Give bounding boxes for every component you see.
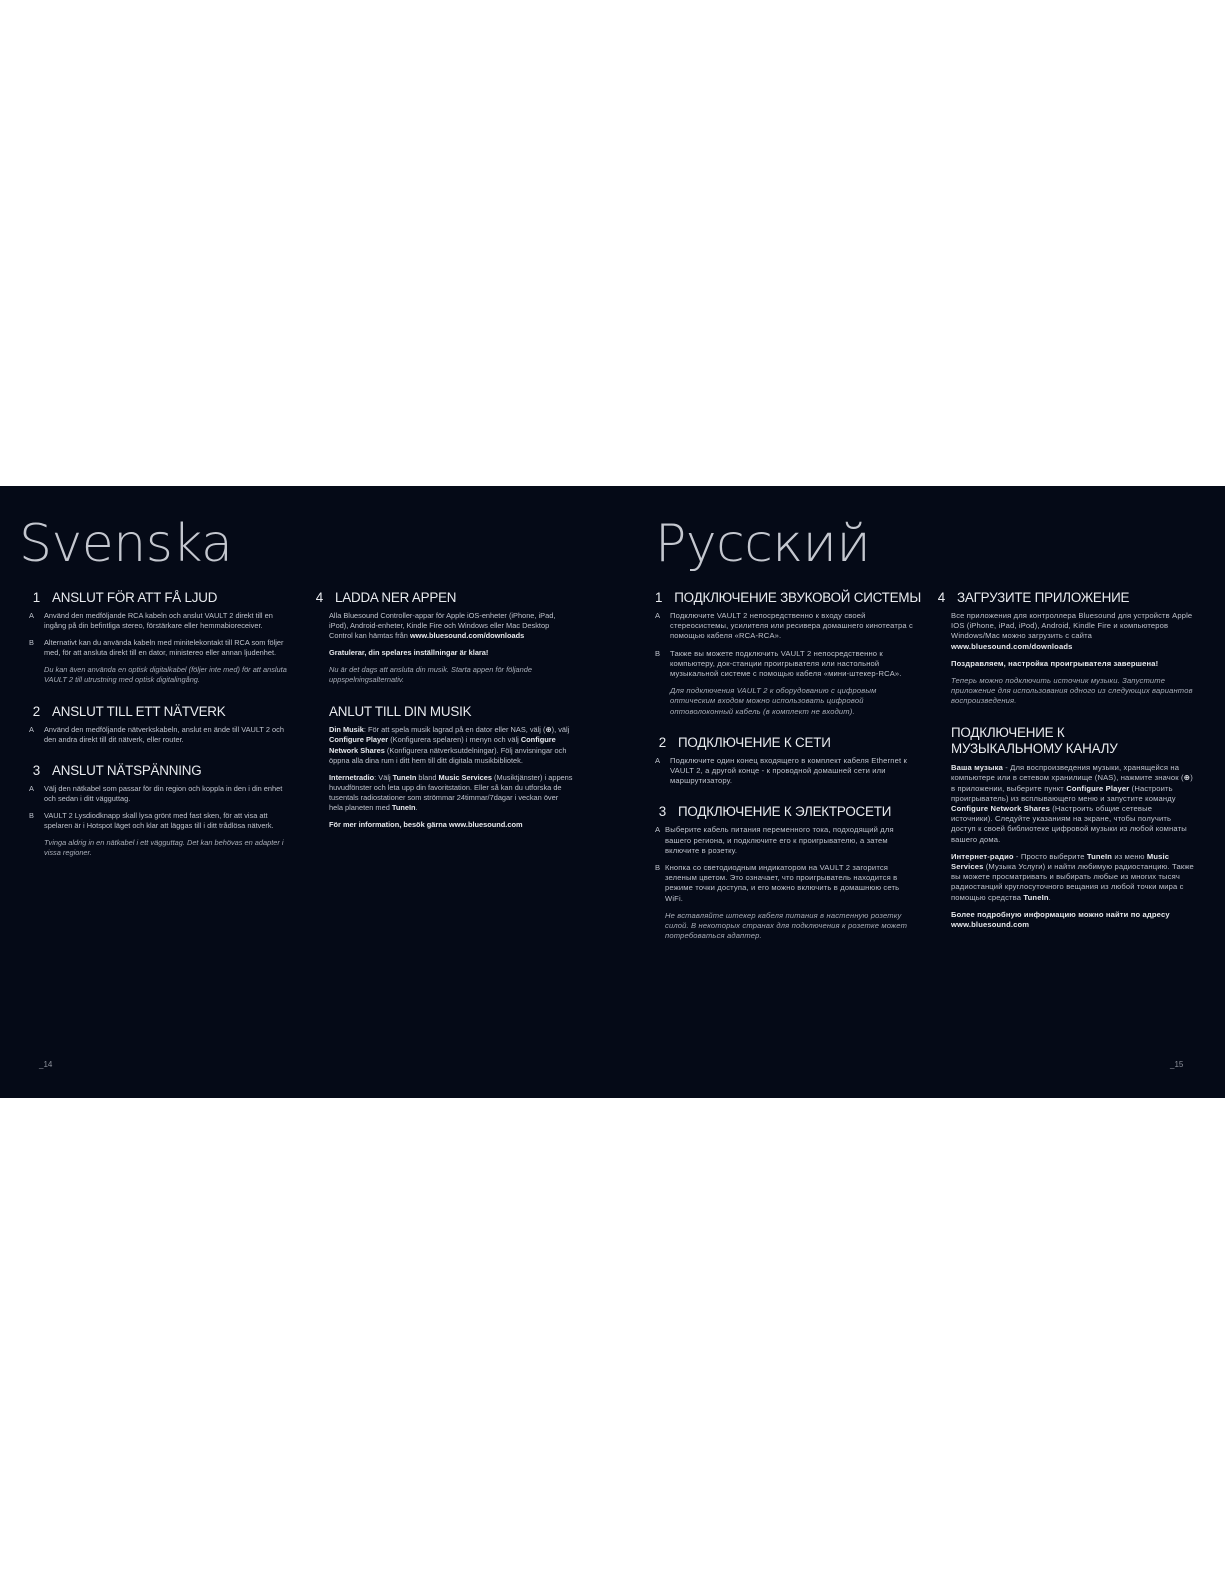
step-label: A [29,783,34,793]
add-source-icon: ⊕ [545,725,552,735]
page-title-russian: Русский [655,514,871,574]
para-text: из меню [1112,851,1147,861]
section-number: 3 [32,762,40,778]
downloads-link[interactable]: www.bluesound.com/downloads [409,631,525,641]
more-info-text: Более подробную информацию можно найти по адресу www.bluesound.com [951,909,1170,929]
section-sv-connect-network [29,704,295,745]
step-b [655,863,919,904]
para-text: (Музыка Услуги) и найти любимую радиостанцию. Также вы можете просматривать и выбирать любые из многих тысяч радиостанций круглосуточного вещания из любой точки мира с помощью средства [951,861,1194,902]
step-a [655,611,919,642]
bold-term: TuneIn [1023,892,1049,902]
music-heading: ANLUT TILL DIN MUSIK [329,703,472,719]
step-text: Подключите VAULT 2 непосредственно к входу своей стереосистемы, усилителя или ресивера домашнего кинотеатра с помощью кабеля «RCA-RCA». [670,611,913,641]
bold-term: Internetradio [329,772,375,782]
step-text: Кнопка со светодиодным индикатором на VAULT 2 загорится зеленым цветом. Это означает, что проигрыватель находится в режиме точки доступа, и его можно включить в домашнюю сеть WiFi. [665,863,900,903]
congrats-text: Gratulerar, din spelares inställningar är klara! [329,648,489,658]
section-heading [655,735,919,750]
para-text: (Настроить проигрыватель) из всплывающего меню и запустите команду [951,783,1176,803]
step-a [29,611,295,631]
section-heading [29,763,295,778]
step-text: VAULT 2 Lysdiodknapp skall lysa grönt med fast sken, för att visa att spelaren är i Hotspot läget och klar att läggas till i ditt trådlösa nätverk. [44,810,274,831]
section-ru-connect-network [655,735,919,787]
para-text: (Konfigurera spelaren) i menyn och välj [388,735,521,745]
section-number: 2 [658,734,666,750]
music-heading: ПОДКЛЮЧЕНИЕ К МУЗЫКАЛЬНОМУ КАНАЛУ [951,724,1118,757]
para-text: ), välj [551,725,570,735]
section-number: 3 [658,804,666,820]
section-body [329,611,574,830]
section-sv-download-app [312,590,574,830]
step-b [29,811,295,831]
page-number-right: _15 [1170,1060,1184,1069]
downloads-link[interactable]: www.bluesound.com/downloads [951,641,1073,651]
step-label: A [655,825,661,835]
more-info-text: För mer information, besök gärna www.bluesound.com [329,820,523,830]
step-label: A [655,611,661,620]
bold-term: Configure Network Shares [951,803,1050,813]
bold-term: Music Services [438,772,492,782]
para-text: (Настроить общие сетевые источники). Следуйте указаниям на экране, чтобы получить доступ к своей библиотеке цифровой музыки из любой комнаты вашего дома. [951,803,1187,844]
section-body [951,611,1196,930]
bold-term: Din Musik [329,725,364,735]
column-sv-1 [29,590,295,870]
column-sv-2 [312,590,574,842]
congrats-text: Поздравляем, настройка проигрывателя завершена! [951,658,1159,668]
step-note: Не вставляйте штекер кабеля питания в настенную розетку силой. В некоторых странах для подключения к розетке может потребоваться адаптер. [665,910,908,941]
bold-term: Configure Network Shares [329,735,556,755]
internet-radio-paragraph [951,852,1196,903]
step-a [655,825,919,856]
section-heading [934,590,1196,605]
section-heading [655,590,919,605]
step-note: Tvinga aldrig in en nätkabel i ett vägguttag. Det kan behövas en adapter i vissa regioner. [44,838,284,858]
section-title: ЗАГРУЗИТЕ ПРИЛОЖЕНИЕ [957,590,1130,605]
app-paragraph [951,611,1196,652]
step-label: A [29,611,34,620]
bold-term: Configure Player [329,735,389,745]
section-title: ПОДКЛЮЧЕНИЕ К ЭЛЕКТРОСЕТИ [678,804,892,820]
step-text: Подключите один конец входящего в комплект кабеля Ethernet к VAULT 2, а другой конце - к проводной домашней сети или маршрутизатору. [670,755,907,786]
section-number: 1 [655,590,663,605]
section-title: ПОДКЛЮЧЕНИЕ К СЕТИ [678,734,831,750]
step-text: Alternativt kan du använda kabeln med minitelekontakt till RCA som följer med, för att ansluta direkt till en dator, ministereo eller annan ljudenhet. [44,638,284,658]
step-b [655,649,919,680]
section-heading [655,804,919,819]
section-title: ANSLUT FÖR ATT FÅ LJUD [52,590,218,605]
step-note: Du kan även använda en optisk digitalkabel (följer inte med) för att ansluta VAULT 2 till utrustning med optisk digitalingång. [44,665,287,685]
app-note: Nu är det dags att ansluta din musik. Starta appen för följande uppspelningsalternativ. [329,665,532,685]
app-paragraph [329,611,574,641]
manual-spread [0,486,1225,1098]
app-text: Все приложения для контроллера Bluesound для устройств Apple IOS (iPhone, iPad, iPod), Android, Kindle Fire и компьютеров Windows/Mac можно загрузить с сайта [951,611,1193,641]
bold-term: TuneIn [391,802,416,812]
step-note: Для подключения VAULT 2 к оборудованию с цифровым оптическим входом можно использовать цифровой оптоволоконный кабель (в комплект не входит). [670,686,877,716]
step-text: Använd den medföljande nätverkskabeln, anslut en ände till VAULT 2 och den andra direkt till dit nätverk, eller router. [44,724,284,744]
page-title-svenska: Svenska [19,514,233,574]
step-label: B [29,638,34,648]
step-label: A [655,755,661,765]
internet-radio-paragraph [329,773,574,813]
section-number: 2 [32,703,40,719]
section-heading [312,590,574,605]
app-note: Теперь можно подключить источник музыки. Запустите приложение для использования одного из следующих вариантов воспроизведения. [951,676,1193,706]
bold-term: Ваша музыка [951,763,1003,773]
para-text: . [415,802,418,812]
para-text: - Просто выберите [1013,851,1087,861]
section-title: ПОДКЛЮЧЕНИЕ ЗВУКОВОЙ СИСТЕМЫ [674,590,921,605]
add-source-icon: ⊕ [1183,773,1191,783]
section-heading [29,590,295,605]
para-text: . [1048,892,1051,902]
column-ru-2 [934,590,1196,942]
app-text: Alla Bluesound Controller-appar för Apple iOS-enheter (iPhone, iPad, iPod), Android-enheter, Kindle Fire och Windows eller Mac Desktop Control kan hämtas från [329,611,556,641]
bold-term: TuneIn [1086,851,1113,861]
step-label: B [29,810,34,820]
section-number: 4 [315,590,323,605]
step-a [655,756,919,787]
bold-term: TuneIn [392,772,417,782]
para-text: : Välj [374,772,393,782]
step-b [29,638,295,658]
step-label: A [29,724,34,734]
page-number-left: _14 [39,1060,53,1069]
section-title: LADDA NER APPEN [335,590,457,605]
bold-term: Интернет-радио [951,851,1014,861]
section-ru-connect-audio [655,590,919,717]
step-a [29,725,295,745]
step-text: Также вы можете подключить VAULT 2 непосредственно к компьютеру, док-станции проигрывателя или настольной музыкальной системе с помощью кабеля «мини-штекер-RCA». [670,648,902,679]
section-sv-connect-audio [29,590,295,686]
your-music-paragraph [951,763,1196,845]
section-title: ANSLUT NÄTSPÄNNING [52,762,202,778]
step-text: Använd den medföljande RCA kabeln och anslut VAULT 2 direkt till en ingång på din befintliga stereo, förstärkare eller hemmabioreceiver. [44,611,273,631]
para-text: (Konfigurera nätverksutdelningar). Följ anvisningar och öppna alla dina rum i ditt hem till ditt digitala musikbibliotek. [329,745,567,765]
step-text: Выберите кабель питания переменного тока, подходящий для вашего региона, и подключите его к проигрывателю, а затем включите в розетку. [665,825,894,855]
para-text: bland [416,772,439,782]
bold-term: Music Services [951,851,1170,871]
bold-term: Configure Player [1066,783,1130,793]
section-sv-connect-power [29,763,295,859]
section-number: 1 [32,590,40,605]
step-text: Välj den nätkabel som passar för din region och koppla in den i din enhet och sedan i ditt vägguttag. [44,783,283,803]
section-number: 4 [937,590,945,605]
para-text: (Musiktjänster) i appens huvudfönster och leta upp din favoritstation. Eller så kan du utforska de tusentals radiostationer som strömmar 24timmar/7dagar i veckan över hela planeten med [329,772,573,812]
section-heading [29,704,295,719]
para-text: ) в приложении, выберите пункт [951,773,1193,793]
step-a [29,784,295,804]
section-ru-connect-power [655,804,919,941]
step-label: B [655,863,661,873]
section-ru-download-app [934,590,1196,930]
para-text: : För att spela musik lagrad på en dator eller NAS, välj ( [363,725,546,735]
your-music-paragraph [329,725,574,765]
para-text: - Для воспроизведения музыки, хранящейся на компьютере или в сетевом хранилище (NAS), нажмите значок ( [951,763,1184,783]
step-label: B [655,648,661,658]
section-title: ANSLUT TILL ETT NÄTVERK [52,703,226,719]
column-ru-1 [655,590,919,953]
